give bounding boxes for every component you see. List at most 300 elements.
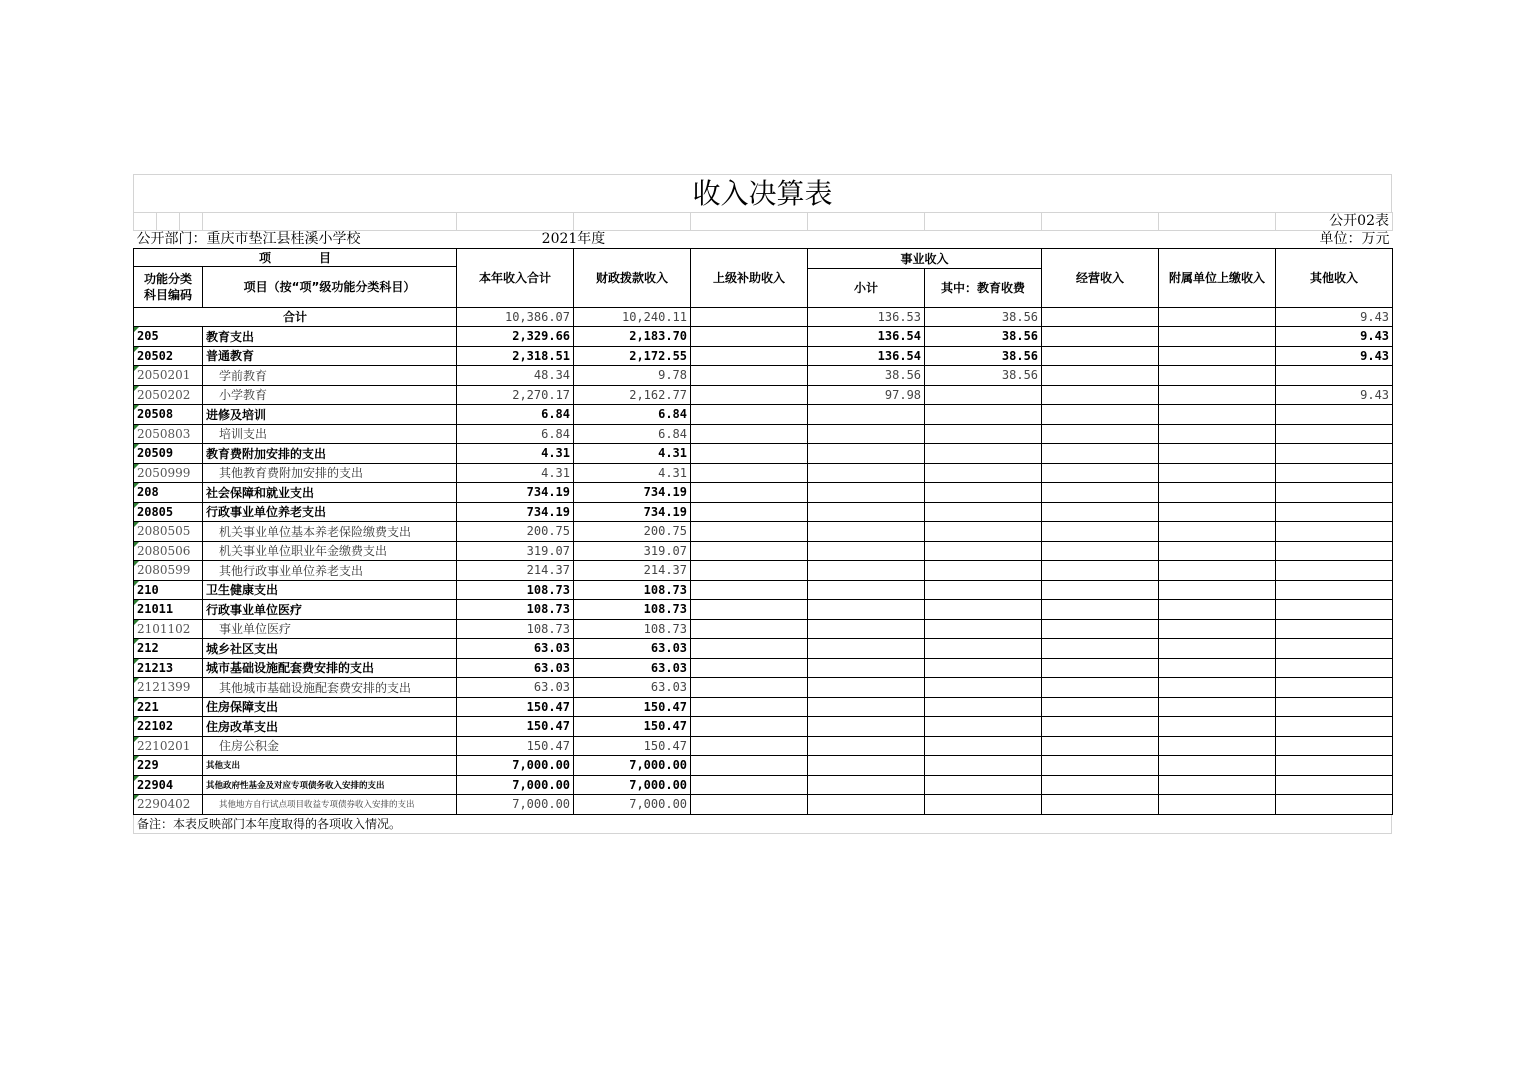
operating-cell — [1042, 522, 1159, 542]
other-cell — [1276, 600, 1393, 620]
table-row — [134, 444, 1393, 464]
total-cell: 63.03 — [457, 658, 574, 678]
other-cell — [1276, 463, 1393, 483]
code-cell: 2101102 — [134, 619, 203, 639]
total-row: 合计 10,386.07 10,240.11 136.53 38.56 9.43 — [134, 307, 1393, 327]
superior-cell — [691, 366, 808, 386]
header-name: 项目（按“项”级功能分类科目） — [203, 267, 457, 308]
code-cell: 20805 — [134, 502, 203, 522]
department-row — [134, 231, 1393, 249]
fiscal-cell: 108.73 — [574, 619, 691, 639]
subtotal-cell — [808, 678, 925, 698]
fiscal-cell: 63.03 — [574, 658, 691, 678]
fiscal-cell: 4.31 — [574, 463, 691, 483]
name-cell: 城市基础设施配套费安排的支出 — [203, 658, 457, 678]
table-row — [134, 775, 1393, 795]
edu-fee-cell — [925, 580, 1042, 600]
table-row — [134, 483, 1393, 503]
edu-fee-cell — [925, 463, 1042, 483]
meta-table — [133, 212, 1393, 248]
superior-cell — [691, 463, 808, 483]
operating-cell — [1042, 385, 1159, 405]
fiscal-cell: 2,172.55 — [574, 346, 691, 366]
operating-cell — [1042, 717, 1159, 737]
edu-fee-cell: 38.56 — [925, 366, 1042, 386]
table-row — [134, 600, 1393, 620]
subtotal-cell — [808, 795, 925, 815]
affiliate-cell — [1159, 327, 1276, 347]
affiliate-cell — [1159, 775, 1276, 795]
total-cell: 108.73 — [457, 619, 574, 639]
code-cell: 2290402 — [134, 795, 203, 815]
subtotal-cell: 136.54 — [808, 346, 925, 366]
header-item: 项 目 — [134, 249, 457, 267]
other-cell — [1276, 678, 1393, 698]
operating-cell — [1042, 366, 1159, 386]
operating-cell — [1042, 424, 1159, 444]
affiliate-cell — [1159, 658, 1276, 678]
superior-cell — [691, 346, 808, 366]
affiliate-cell — [1159, 678, 1276, 698]
edu-fee-cell — [925, 717, 1042, 737]
table-row — [134, 795, 1393, 815]
superior-cell — [691, 775, 808, 795]
table-row — [134, 522, 1393, 542]
table-row — [134, 756, 1393, 776]
superior-cell — [691, 619, 808, 639]
other-cell — [1276, 639, 1393, 659]
table-row — [134, 346, 1393, 366]
superior-cell — [691, 600, 808, 620]
header-affiliate: 附属单位上缴收入 — [1159, 249, 1276, 308]
superior-cell — [691, 483, 808, 503]
edu-fee-cell — [925, 795, 1042, 815]
code-cell: 2050999 — [134, 463, 203, 483]
affiliate-cell — [1159, 600, 1276, 620]
name-cell: 学前教育 — [203, 366, 457, 386]
superior-cell — [691, 795, 808, 815]
table-row — [134, 541, 1393, 561]
fiscal-cell: 6.84 — [574, 424, 691, 444]
code-cell: 2080505 — [134, 522, 203, 542]
total-cell: 319.07 — [457, 541, 574, 561]
affiliate-cell — [1159, 483, 1276, 503]
superior-cell — [691, 424, 808, 444]
edu-fee-cell — [925, 405, 1042, 425]
subtotal-cell — [808, 405, 925, 425]
table-row — [134, 502, 1393, 522]
total-cell: 2,318.51 — [457, 346, 574, 366]
operating-cell — [1042, 600, 1159, 620]
fiscal-cell: 7,000.00 — [574, 756, 691, 776]
code-cell: 20509 — [134, 444, 203, 464]
code-cell: 2121399 — [134, 678, 203, 698]
fiscal-cell: 150.47 — [574, 717, 691, 737]
header-subtotal: 小计 — [808, 268, 925, 307]
operating-cell — [1042, 736, 1159, 756]
affiliate-cell — [1159, 639, 1276, 659]
code-cell: 2050803 — [134, 424, 203, 444]
subtotal-cell — [808, 483, 925, 503]
form-no-row — [134, 213, 1393, 231]
operating-cell — [1042, 619, 1159, 639]
table-row — [134, 580, 1393, 600]
operating-cell — [1042, 444, 1159, 464]
total-cell: 200.75 — [457, 522, 574, 542]
total-cell: 108.73 — [457, 600, 574, 620]
name-cell: 住房保障支出 — [203, 697, 457, 717]
subtotal-cell — [808, 424, 925, 444]
total-cell: 734.19 — [457, 502, 574, 522]
table-row — [134, 463, 1393, 483]
name-cell: 教育支出 — [203, 327, 457, 347]
name-cell: 培训支出 — [203, 424, 457, 444]
total-cell: 6.84 — [457, 405, 574, 425]
name-cell: 机关事业单位基本养老保险缴费支出 — [203, 522, 457, 542]
other-cell — [1276, 717, 1393, 737]
department-label: 公开部门：重庆市垫江县桂溪小学校 — [136, 231, 361, 247]
subtotal-cell — [808, 502, 925, 522]
operating-cell — [1042, 483, 1159, 503]
page-title: 收入决算表 — [133, 174, 1392, 212]
edu-fee-cell — [925, 639, 1042, 659]
fiscal-cell: 734.19 — [574, 483, 691, 503]
fiscal-cell: 108.73 — [574, 600, 691, 620]
table-note: 备注：本表反映部门本年度取得的各项收入情况。 — [133, 815, 1392, 834]
code-cell: 210 — [134, 580, 203, 600]
code-cell: 205 — [134, 327, 203, 347]
affiliate-cell — [1159, 697, 1276, 717]
edu-fee-cell — [925, 483, 1042, 503]
edu-fee-cell — [925, 385, 1042, 405]
affiliate-cell — [1159, 502, 1276, 522]
subtotal-cell — [808, 541, 925, 561]
code-cell: 208 — [134, 483, 203, 503]
name-cell: 住房公积金 — [203, 736, 457, 756]
superior-cell — [691, 678, 808, 698]
name-cell: 普通教育 — [203, 346, 457, 366]
operating-cell — [1042, 502, 1159, 522]
superior-cell — [691, 502, 808, 522]
fiscal-cell: 6.84 — [574, 405, 691, 425]
affiliate-cell — [1159, 405, 1276, 425]
header-business: 事业收入 — [808, 249, 1042, 269]
code-cell: 212 — [134, 639, 203, 659]
edu-fee-cell — [925, 619, 1042, 639]
name-cell: 其他支出 — [203, 756, 457, 776]
table-row — [134, 385, 1393, 405]
operating-cell — [1042, 775, 1159, 795]
other-cell — [1276, 366, 1393, 386]
name-cell: 其他行政事业单位养老支出 — [203, 561, 457, 581]
superior-cell — [691, 444, 808, 464]
subtotal-cell — [808, 756, 925, 776]
edu-fee-cell — [925, 658, 1042, 678]
subtotal-cell — [808, 658, 925, 678]
total-cell: 150.47 — [457, 697, 574, 717]
table-body — [134, 327, 1393, 815]
header-operating: 经营收入 — [1042, 249, 1159, 308]
affiliate-cell — [1159, 463, 1276, 483]
fiscal-cell: 7,000.00 — [574, 795, 691, 815]
code-cell: 2050202 — [134, 385, 203, 405]
subtotal-cell — [808, 775, 925, 795]
fiscal-cell: 9.78 — [574, 366, 691, 386]
code-cell: 2050201 — [134, 366, 203, 386]
fiscal-cell: 7,000.00 — [574, 775, 691, 795]
table-row — [134, 405, 1393, 425]
name-cell: 其他教育费附加安排的支出 — [203, 463, 457, 483]
edu-fee-cell — [925, 522, 1042, 542]
other-cell — [1276, 502, 1393, 522]
name-cell: 其他地方自行试点项目收益专项债券收入安排的支出 — [203, 795, 457, 815]
edu-fee-cell: 38.56 — [925, 346, 1042, 366]
header-superior: 上级补助收入 — [691, 249, 808, 308]
superior-cell — [691, 697, 808, 717]
edu-fee-cell — [925, 444, 1042, 464]
name-cell: 事业单位医疗 — [203, 619, 457, 639]
operating-cell — [1042, 678, 1159, 698]
other-cell — [1276, 619, 1393, 639]
subtotal-cell — [808, 463, 925, 483]
subtotal-cell: 97.98 — [808, 385, 925, 405]
operating-cell — [1042, 327, 1159, 347]
fiscal-cell: 200.75 — [574, 522, 691, 542]
operating-cell — [1042, 658, 1159, 678]
table-row — [134, 327, 1393, 347]
affiliate-cell — [1159, 561, 1276, 581]
total-cell: 734.19 — [457, 483, 574, 503]
other-cell — [1276, 541, 1393, 561]
affiliate-cell — [1159, 346, 1276, 366]
superior-cell — [691, 580, 808, 600]
fiscal-cell: 150.47 — [574, 736, 691, 756]
affiliate-cell — [1159, 580, 1276, 600]
operating-cell — [1042, 541, 1159, 561]
subtotal-cell — [808, 639, 925, 659]
name-cell: 进修及培训 — [203, 405, 457, 425]
subtotal-cell — [808, 600, 925, 620]
form-number: 公开02表 — [1276, 213, 1393, 231]
name-cell: 卫生健康支出 — [203, 580, 457, 600]
subtotal-cell — [808, 561, 925, 581]
other-cell — [1276, 658, 1393, 678]
code-cell: 2080506 — [134, 541, 203, 561]
affiliate-cell — [1159, 756, 1276, 776]
name-cell: 教育费附加安排的支出 — [203, 444, 457, 464]
superior-cell — [691, 541, 808, 561]
affiliate-cell — [1159, 795, 1276, 815]
total-cell: 150.47 — [457, 717, 574, 737]
name-cell: 社会保障和就业支出 — [203, 483, 457, 503]
subtotal-cell — [808, 522, 925, 542]
affiliate-cell — [1159, 366, 1276, 386]
fiscal-cell: 4.31 — [574, 444, 691, 464]
header-total: 本年收入合计 — [457, 249, 574, 308]
code-cell: 2210201 — [134, 736, 203, 756]
edu-fee-cell — [925, 541, 1042, 561]
name-cell: 机关事业单位职业年金缴费支出 — [203, 541, 457, 561]
total-cell: 214.37 — [457, 561, 574, 581]
superior-cell — [691, 736, 808, 756]
other-cell — [1276, 424, 1393, 444]
code-cell: 229 — [134, 756, 203, 776]
edu-fee-cell — [925, 697, 1042, 717]
superior-cell — [691, 385, 808, 405]
other-cell — [1276, 795, 1393, 815]
affiliate-cell — [1159, 717, 1276, 737]
edu-fee-cell — [925, 600, 1042, 620]
total-cell: 6.84 — [457, 424, 574, 444]
operating-cell — [1042, 580, 1159, 600]
affiliate-cell — [1159, 541, 1276, 561]
operating-cell — [1042, 756, 1159, 776]
other-cell — [1276, 522, 1393, 542]
total-cell: 4.31 — [457, 463, 574, 483]
total-cell: 2,329.66 — [457, 327, 574, 347]
total-cell: 63.03 — [457, 639, 574, 659]
subtotal-cell — [808, 444, 925, 464]
header-code: 功能分类 科目编码 — [134, 267, 203, 308]
header-row-1 — [134, 249, 1393, 267]
table-row — [134, 658, 1393, 678]
fiscal-cell: 63.03 — [574, 639, 691, 659]
other-cell — [1276, 483, 1393, 503]
header-fiscal: 财政拨款收入 — [574, 249, 691, 308]
other-cell — [1276, 697, 1393, 717]
name-cell: 行政事业单位医疗 — [203, 600, 457, 620]
other-cell — [1276, 756, 1393, 776]
table-row — [134, 717, 1393, 737]
edu-fee-cell — [925, 561, 1042, 581]
subtotal-cell — [808, 697, 925, 717]
superior-cell — [691, 639, 808, 659]
fiscal-cell: 214.37 — [574, 561, 691, 581]
other-cell: 9.43 — [1276, 327, 1393, 347]
fiscal-cell: 2,183.70 — [574, 327, 691, 347]
header-edu-fee: 其中：教育收费 — [925, 268, 1042, 307]
subtotal-cell: 38.56 — [808, 366, 925, 386]
spreadsheet — [133, 174, 1392, 834]
affiliate-cell — [1159, 385, 1276, 405]
table-row — [134, 424, 1393, 444]
other-cell — [1276, 775, 1393, 795]
operating-cell — [1042, 346, 1159, 366]
operating-cell — [1042, 639, 1159, 659]
table-row — [134, 697, 1393, 717]
total-label: 合计 — [134, 307, 457, 327]
unit-label: 单位：万元 — [1319, 231, 1390, 247]
name-cell: 住房改革支出 — [203, 717, 457, 737]
code-cell: 21213 — [134, 658, 203, 678]
total-cell: 4.31 — [457, 444, 574, 464]
other-cell: 9.43 — [1276, 385, 1393, 405]
table-row — [134, 678, 1393, 698]
superior-cell — [691, 327, 808, 347]
table-row — [134, 366, 1393, 386]
subtotal-cell: 136.54 — [808, 327, 925, 347]
code-cell: 2080599 — [134, 561, 203, 581]
other-cell — [1276, 580, 1393, 600]
name-cell: 其他城市基础设施配套费安排的支出 — [203, 678, 457, 698]
fiscal-cell: 2,162.77 — [574, 385, 691, 405]
superior-cell — [691, 658, 808, 678]
affiliate-cell — [1159, 736, 1276, 756]
affiliate-cell — [1159, 444, 1276, 464]
total-cell: 7,000.00 — [457, 795, 574, 815]
edu-fee-cell — [925, 424, 1042, 444]
table-row — [134, 561, 1393, 581]
total-cell: 48.34 — [457, 366, 574, 386]
operating-cell — [1042, 795, 1159, 815]
subtotal-cell — [808, 619, 925, 639]
year-label: 2021年度 — [541, 231, 606, 247]
superior-cell — [691, 756, 808, 776]
operating-cell — [1042, 463, 1159, 483]
income-table — [133, 248, 1393, 815]
other-cell — [1276, 444, 1393, 464]
table-row — [134, 639, 1393, 659]
other-cell — [1276, 736, 1393, 756]
superior-cell — [691, 561, 808, 581]
code-cell: 22102 — [134, 717, 203, 737]
total-cell: 150.47 — [457, 736, 574, 756]
affiliate-cell — [1159, 619, 1276, 639]
other-cell — [1276, 561, 1393, 581]
edu-fee-cell: 38.56 — [925, 327, 1042, 347]
code-cell: 21011 — [134, 600, 203, 620]
operating-cell — [1042, 561, 1159, 581]
header-other: 其他收入 — [1276, 249, 1393, 308]
subtotal-cell — [808, 736, 925, 756]
affiliate-cell — [1159, 522, 1276, 542]
code-cell: 221 — [134, 697, 203, 717]
fiscal-cell: 150.47 — [574, 697, 691, 717]
name-cell: 小学教育 — [203, 385, 457, 405]
table-row — [134, 619, 1393, 639]
name-cell: 行政事业单位养老支出 — [203, 502, 457, 522]
total-cell: 7,000.00 — [457, 775, 574, 795]
code-cell: 20502 — [134, 346, 203, 366]
edu-fee-cell — [925, 678, 1042, 698]
fiscal-cell: 734.19 — [574, 502, 691, 522]
subtotal-cell — [808, 717, 925, 737]
superior-cell — [691, 405, 808, 425]
edu-fee-cell — [925, 502, 1042, 522]
edu-fee-cell — [925, 756, 1042, 776]
total-cell: 63.03 — [457, 678, 574, 698]
code-cell: 20508 — [134, 405, 203, 425]
other-cell: 9.43 — [1276, 346, 1393, 366]
total-cell: 2,270.17 — [457, 385, 574, 405]
edu-fee-cell — [925, 736, 1042, 756]
operating-cell — [1042, 697, 1159, 717]
fiscal-cell: 63.03 — [574, 678, 691, 698]
name-cell: 城乡社区支出 — [203, 639, 457, 659]
total-cell: 108.73 — [457, 580, 574, 600]
superior-cell — [691, 522, 808, 542]
code-cell: 22904 — [134, 775, 203, 795]
name-cell: 其他政府性基金及对应专项债务收入安排的支出 — [203, 775, 457, 795]
affiliate-cell — [1159, 424, 1276, 444]
superior-cell — [691, 717, 808, 737]
table-row — [134, 736, 1393, 756]
edu-fee-cell — [925, 775, 1042, 795]
subtotal-cell — [808, 580, 925, 600]
total-cell: 7,000.00 — [457, 756, 574, 776]
fiscal-cell: 108.73 — [574, 580, 691, 600]
operating-cell — [1042, 405, 1159, 425]
